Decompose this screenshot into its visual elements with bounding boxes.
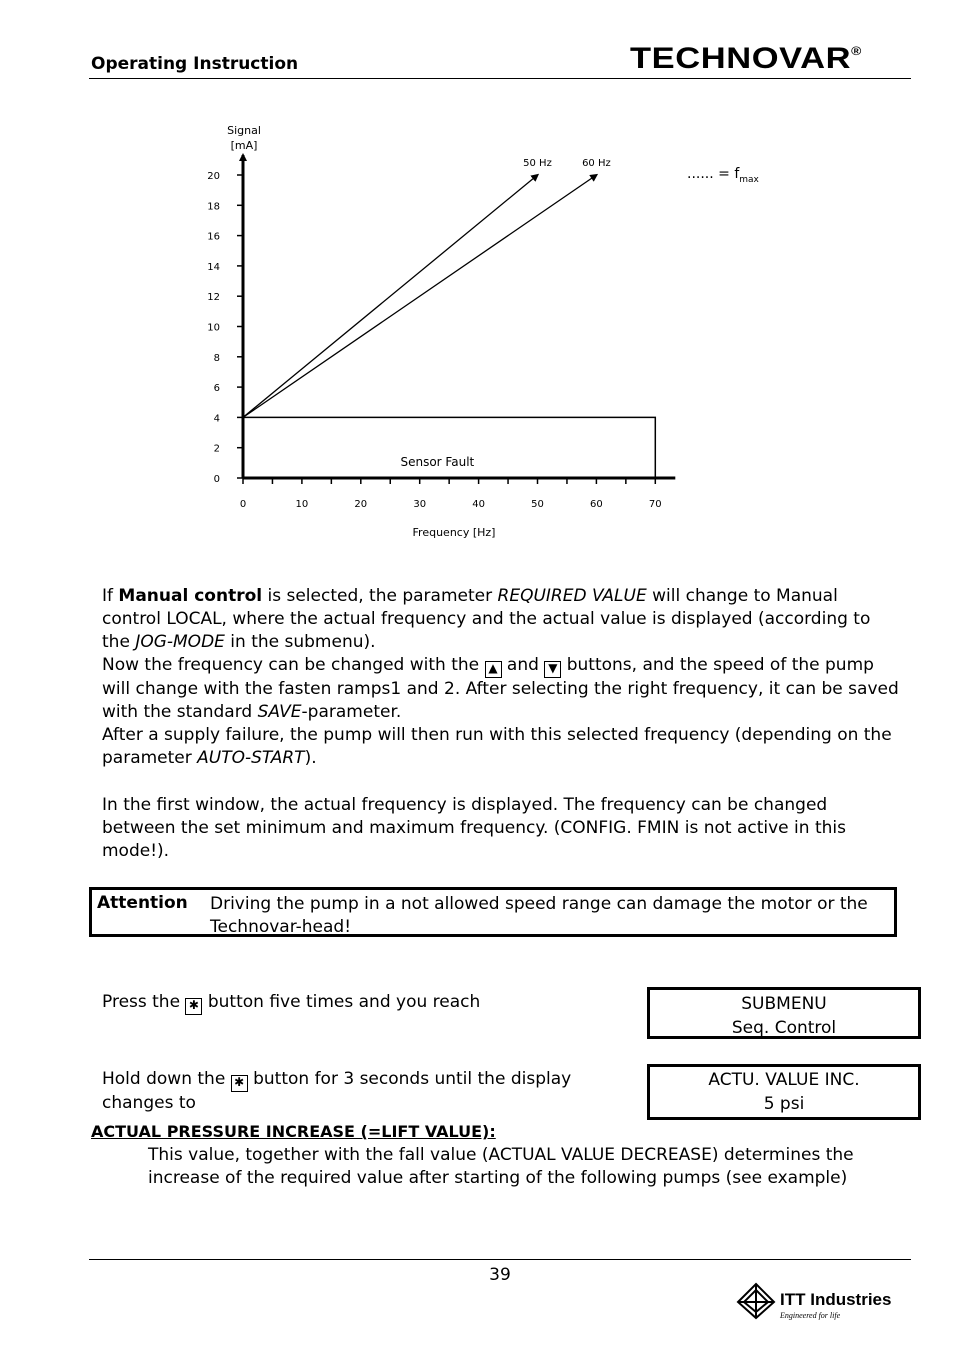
sensor-fault-region (243, 417, 655, 478)
x-tick-label: 20 (354, 499, 368, 510)
y-tick-label: 4 (213, 413, 220, 425)
star-button-icon: ✱ (231, 1075, 248, 1092)
y-tick-label: 20 (207, 171, 220, 182)
x-tick-label: 50 (531, 499, 544, 510)
header-rule (89, 78, 911, 79)
display-submenu (647, 987, 921, 1039)
p1-jog-mode: JOG-MODE (135, 632, 225, 652)
y-tick-label: 12 (207, 292, 220, 304)
series-label: 60 Hz (582, 158, 611, 169)
attention-box (89, 887, 897, 937)
p3-auto-start: AUTO-START (197, 748, 305, 768)
p1-text-g: in the submenu). (224, 632, 376, 652)
up-arrow-icon: ▲ (485, 661, 502, 678)
p2-text-a: Now the frequency can be changed with the (102, 655, 485, 675)
star-button-icon: ✱ (185, 998, 202, 1015)
brand-name: TECHNOVAR (630, 42, 852, 75)
press-text-a: Press the (102, 992, 186, 1012)
x-tick-label: 10 (295, 499, 309, 510)
y-axis-label-line2: [mA] (230, 139, 258, 152)
page-number: 39 (489, 1265, 511, 1285)
sensor-fault-label: Sensor Fault (400, 454, 475, 469)
signal-frequency-chart (200, 115, 800, 555)
y-tick-label: 2 (213, 443, 220, 455)
brand-logo (630, 42, 862, 76)
x-tick-label: 70 (648, 499, 662, 510)
attention-label: Attention (97, 893, 188, 913)
y-tick-label: 18 (207, 201, 220, 213)
display-actual-value-line2: 5 psi (763, 1094, 805, 1114)
brand-registered-mark: ® (851, 44, 862, 58)
p2-text-b: buttons, and the speed of the pump will change with the fasten ramps1 and 2. After selecting the right frequency, it can be saved with the standard (102, 655, 899, 722)
footer-rule (89, 1259, 911, 1260)
p1-text-c: is selected, the parameter (262, 586, 498, 606)
p1-required-value: REQUIRED VALUE (497, 586, 647, 606)
y-tick-label: 16 (207, 231, 220, 243)
series-line (243, 175, 596, 417)
section-heading: ACTUAL PRESSURE INCREASE (=LIFT VALUE): (91, 1122, 496, 1141)
paragraph-manual-control (102, 585, 902, 770)
company-name: ITT Industries (780, 1290, 892, 1309)
down-arrow-icon: ▼ (544, 661, 561, 678)
attention-text: Driving the pump in a not allowed speed range can damage the motor or the Technovar-head! (210, 894, 868, 937)
p1-manual-control: Manual control (118, 586, 263, 606)
y-tick-label: 6 (213, 383, 220, 395)
display-actual-value-line1: ACTU. VALUE INC. (708, 1070, 860, 1090)
p3-text-a: After a supply failure, the pump will then run with this selected frequency (depending on the parameter (102, 725, 892, 768)
section-text: This value, together with the fall value (ACTUAL VALUE DECREASE) determines the increase of the required value after starting of the following pumps (see example) (148, 1145, 854, 1188)
p1-text-e: will change to Manual control LOCAL, where the actual frequency and the actual value is displayed (according to the (102, 586, 871, 652)
x-tick-label: 40 (472, 499, 485, 510)
x-tick-label: 60 (590, 499, 603, 510)
series-line (243, 175, 538, 417)
p2-text-d: -parameter. (301, 702, 402, 722)
display-actual-value-inc (647, 1064, 921, 1120)
y-tick-label: 14 (207, 261, 220, 273)
x-tick-label: 30 (413, 499, 427, 510)
display-submenu-line1: SUBMENU (741, 994, 827, 1014)
legend-note (687, 166, 760, 185)
y-tick-label: 8 (213, 352, 220, 364)
y-tick-label: 10 (207, 322, 220, 334)
paragraph-first-window: In the first window, the actual frequency is displayed. The frequency can be changed between the set minimum and maximum frequency. (CONFIG. FMIN is not active in this mode!). (102, 795, 846, 861)
hold-instruction (102, 1068, 622, 1115)
y-axis-label-line1: Signal (227, 124, 261, 137)
p2-and: and (501, 655, 545, 675)
display-submenu-line2: Seq. Control (731, 1018, 837, 1038)
series-label: 50 Hz (523, 158, 552, 169)
y-tick-label: 0 (213, 474, 220, 485)
page-header-title: Operating Instruction (91, 54, 299, 74)
legend-note-subscript: max (739, 175, 759, 185)
legend-note-text: ...... = f (687, 166, 740, 182)
p3-text-c: ). (304, 748, 317, 768)
press-text-b: button five times and you reach (202, 992, 481, 1012)
press-instruction (102, 991, 622, 1015)
hold-text-a: Hold down the (102, 1069, 231, 1089)
x-tick-label: 0 (239, 499, 247, 510)
hold-text-b: button for 3 seconds until the display changes to (102, 1069, 572, 1113)
company-tagline: Engineered for life (780, 1311, 841, 1320)
p1-text-a: If (102, 586, 119, 606)
x-axis-label: Frequency [Hz] (412, 526, 496, 539)
p2-save: SAVE (257, 702, 302, 722)
itt-logo-icon (736, 1282, 776, 1320)
